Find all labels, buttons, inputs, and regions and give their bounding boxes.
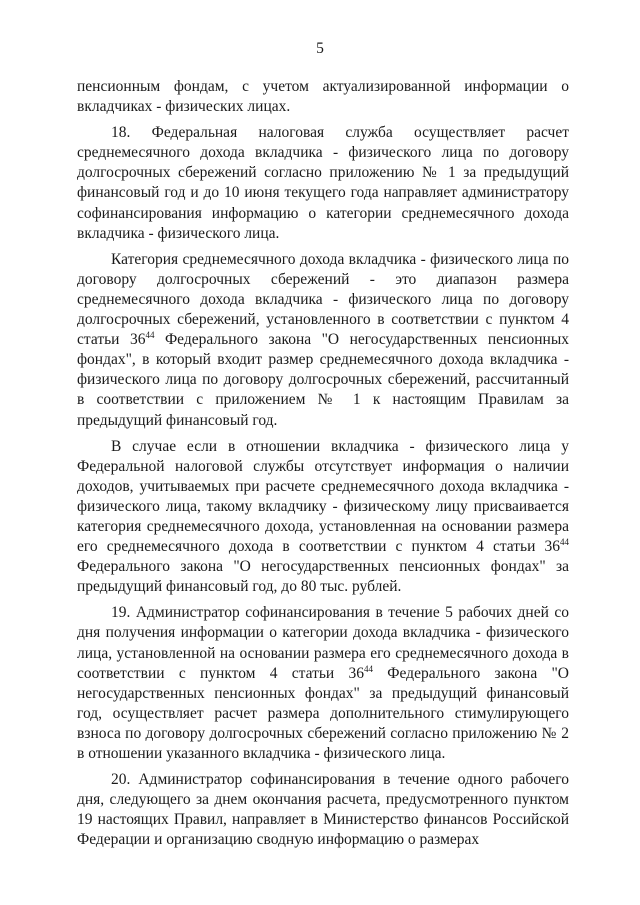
paragraph-text: Федерального закона "О негосударственных пенсионных фондах" за предыдущий финансовый год, осуществляет расчет размера дополнительного стимулирующего взноса по договору долгосрочных сбережений согласно приложению № 2 в отношении указанного вкладчика - физического лица.: [77, 664, 570, 762]
paragraph-no-income-case: [77, 437, 569, 598]
paragraph-text: Федерального закона "О негосударственных пенсионных фондах", в который входит размер среднемесячного дохода вкладчика - физического лица по договору долгосрочных сбережений, рассчитанный в соответствии с приложением № 1 к настоящим Правилам за предыдущий финансовый год.: [77, 331, 569, 429]
document-body: [77, 77, 569, 850]
paragraph-income-category-definition: [77, 250, 569, 431]
paragraph-text: пенсионным фондам, с учетом актуализированной информации о вкладчиках - физических лицах.: [77, 78, 569, 116]
article-superscript: 44: [560, 537, 569, 548]
paragraph-text: Категория среднемесячного дохода вкладчика - физического лица по договору долгосрочных сбережений - это диапазон размера среднемесячного дохода вкладчика - физического лица по договору долгосрочных сбережений, установленного в соответствии с пунктом 4 статьи 36: [77, 250, 569, 349]
paragraph-text: В случае если в отношении вкладчика - физического лица у Федеральной налоговой службы отсутствует информация о наличии доходов, учитываемых при расчете среднемесячного дохода вкладчика - физического лица, такому вкладчику - физическому лицу присваивается категория среднемесячного дохода, установленная на основании размера его среднемесячного дохода в соответствии с пунктом 4 статьи 36: [77, 437, 569, 556]
paragraph-item-18: [77, 123, 569, 244]
article-superscript: 44: [364, 663, 373, 674]
paragraph-continuation: [77, 77, 569, 117]
page-number: 5: [316, 40, 324, 57]
paragraph-item-20: [77, 770, 569, 850]
paragraph-item-19: [77, 603, 569, 764]
paragraph-text: 20. Администратор софинансирования в течение одного рабочего дня, следующего за днем окончания расчета, предусмотренного пунктом 19 настоящих Правил, направляет в Министерство финансов Российской Федерации и организацию сводную информацию о размерах: [77, 771, 569, 849]
paragraph-text: 19. Администратор софинансирования в течение 5 рабочих дней со дня получения информации о категории дохода вкладчика - физического лица, установленной на основании размера его среднемесячного дохода в соответствии с пунктом 4 статьи 36: [77, 604, 569, 682]
paragraph-text: Федерального закона "О негосударственных пенсионных фондах" за предыдущий финансовый год, до 80 тыс. рублей.: [77, 558, 569, 596]
paragraph-text: 18. Федеральная налоговая служба осуществляет расчет среднемесячного дохода вкладчика - физического лица по договору долгосрочных сбережений согласно приложению № 1 за предыдущий финансовый год и до 10 июня текущего года направляет администратору софинансирования информацию о категории среднемесячного дохода вкладчика - физического лица.: [77, 124, 569, 242]
article-superscript: 44: [145, 330, 155, 341]
